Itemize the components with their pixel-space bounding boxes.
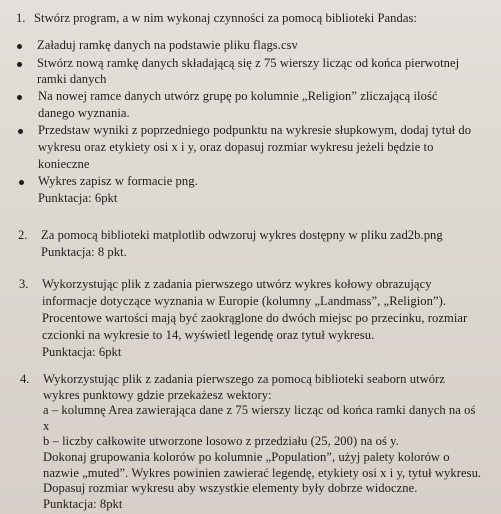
bullet-icon — [17, 62, 22, 67]
section-1-bullet-2-line-1: Stwórz nową ramkę danych składającą się z 75 wierszy licząc od końca pierwotnej — [37, 56, 460, 70]
section-3-line-3: Procentowe wartości mają być zaokrąglone do dwóch miejsc po przecinku, rozmiar — [42, 311, 468, 325]
bullet-icon — [18, 129, 23, 134]
section-4-line-8: Dopasuj rozmiar wykresu aby wszystkie elementy były dobrze widoczne. — [43, 481, 418, 496]
section-3-line-4: czcionki na wykresie to 14, wyświetl legendę oraz tytuł wykresu. — [42, 328, 375, 342]
section-4-line-4: x — [43, 418, 50, 433]
section-4-line-7: nazwie „muted”. Wykres powinien zawierać legendę, etykiety osi x i y, tytuł wykresu. — [43, 465, 482, 480]
section-2-line-1: Za pomocą biblioteki matplotlib odwzoruj wykres dostępny w pliku zad2b.png — [41, 228, 443, 242]
section-1-bullet-3-line-2: danego wyznania. — [38, 106, 130, 120]
section-4-score: Punktacja: 8pkt — [43, 496, 123, 511]
section-3-line-2: informacje dotyczące wyznania w Europie (kolumny „Landmass”, „Religion”). — [42, 294, 447, 308]
section-1-bullet-4-line-1: Przedstaw wyniki z poprzedniego podpunktu na wykresie słupkowym, dodaj tytuł do — [38, 123, 472, 137]
section-4-line-2: wykres punktowy gdzie przekażesz wektory: — [43, 387, 272, 402]
section-1-bullet-4-line-2: wykresu oraz etykiety osi x i y, oraz dopasuj rozmiar wykresu jeżeli będzie to — [38, 140, 434, 154]
section-1-score: Punktacja: 6pkt — [38, 191, 118, 205]
section-1-bullet-3-line-1: Na nowej ramce danych utwórz grupę po kolumnie „Religion” zliczającą ilość — [38, 89, 438, 103]
section-2-score: Punktacja: 8 pkt. — [41, 245, 127, 259]
section-4-line-3: a – kolumnę Area zawierająca dane z 75 wierszy licząc od końca ramki danych na oś — [43, 403, 476, 418]
section-4-line-6: Dokonaj grupowania kolorów po kolumnie „Population”, użyj palety kolorów o — [43, 450, 450, 464]
section-1-number: 1. — [16, 11, 26, 25]
section-1-heading: Stwórz program, a w nim wykonaj czynności za pomocą biblioteki Pandas: — [34, 11, 417, 25]
section-3-score: Punktacja: 6pkt — [42, 345, 122, 359]
section-3-number: 3. — [19, 277, 29, 291]
section-4-line-1: Wykorzystując plik z zadania pierwszego za pomocą biblioteki seaborn utwórz — [43, 372, 445, 386]
section-1-bullet-2-line-2: ramki danych — [37, 72, 107, 86]
section-2-number: 2. — [18, 228, 28, 242]
section-1-bullet-5-line-1: Wykres zapisz w formacie png. — [38, 174, 198, 188]
bullet-icon — [19, 180, 24, 185]
bullet-icon — [17, 95, 22, 100]
section-4-line-5: b – liczby całkowite utworzone losowo z przedziału (25, 200) na oś y. — [43, 434, 399, 449]
section-3-line-1: Wykorzystując plik z zadania pierwszego utwórz wykres kołowy obrazujący — [42, 277, 432, 291]
bullet-icon — [17, 44, 22, 49]
section-1-bullet-4-line-3: konieczne — [38, 157, 90, 171]
section-4-number: 4. — [20, 372, 30, 386]
section-1-bullet-1: Załaduj ramkę danych na podstawie pliku flags.csv — [37, 38, 298, 52]
